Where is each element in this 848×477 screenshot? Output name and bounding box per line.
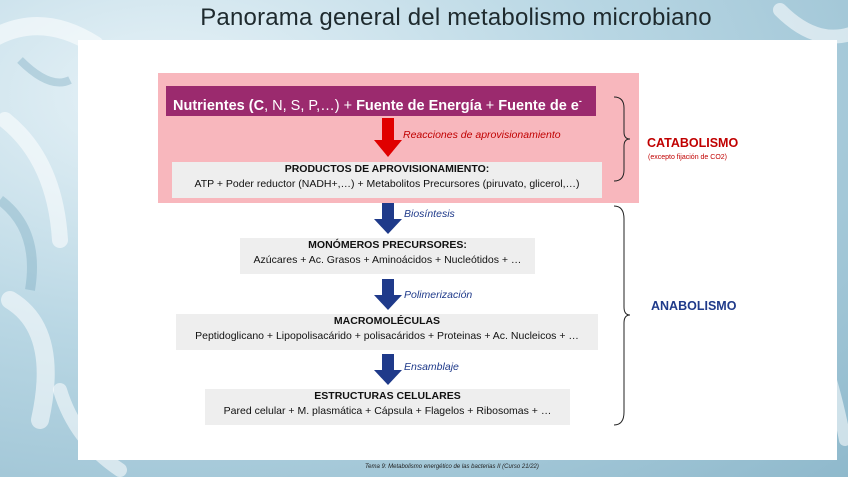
nutrients-banner	[166, 86, 596, 116]
box-macromoleculas-text: Peptidoglicano + Lipopolisacárido + polisacáridos + Proteinas + Ac. Nucleicos + …	[195, 330, 579, 342]
box-productos-heading: PRODUCTOS DE APROVISIONAMIENTO:	[284, 163, 490, 175]
box-macromoleculas-heading: MACROMOLÉCULAS	[333, 315, 441, 327]
step-label-biosintesis: Biosíntesis	[404, 208, 455, 220]
blue-down-arrow-icon	[373, 279, 403, 311]
box-productos	[172, 162, 602, 198]
nutrients-text-6: Fuente de e	[498, 97, 579, 114]
box-macromoleculas	[176, 314, 598, 350]
nutrients-sup: -	[578, 96, 582, 106]
anabolism-label: ANABOLISMO	[651, 299, 737, 313]
box-monomeros-text: Azúcares + Ac. Grasos + Aminoácidos + Nucleótidos + …	[253, 254, 522, 266]
box-monomeros-heading: MONÓMEROS PRECURSORES:	[308, 239, 467, 251]
page-title: Panorama general del metabolismo microbiano	[200, 4, 712, 31]
catabolism-brace	[612, 96, 632, 182]
nutrients-text-2: C	[253, 97, 265, 114]
box-estructuras-heading: ESTRUCTURAS CELULARES	[314, 390, 461, 402]
step-label-polimerizacion: Polimerización	[404, 289, 473, 301]
anabolism-brace	[612, 205, 632, 427]
red-down-arrow-icon	[373, 118, 403, 158]
box-productos-text: ATP + Poder reductor (NADH+,…) + Metabolitos Precursores (piruvato, glicerol,…)	[194, 178, 580, 190]
nutrients-text-4: Fuente de Energía	[356, 97, 482, 114]
catabolism-label: CATABOLISMO	[647, 136, 739, 150]
box-monomeros	[240, 238, 535, 274]
step-label-ensamblaje: Ensamblaje	[404, 361, 459, 373]
step-label-aprovisionamiento: Reacciones de aprovisionamiento	[403, 129, 561, 141]
catabolism-note: (excepto fijación de CO2)	[648, 154, 727, 161]
nutrients-text-5: +	[481, 97, 499, 114]
box-estructuras-text: Pared celular + M. plasmática + Cápsula + Flagelos + Ribosomas + …	[223, 405, 552, 417]
nutrients-text-1: Nutrientes (	[173, 97, 254, 114]
footer-text: Tema 9: Metabolismo energético de las bacterias II (Curso 21/22)	[365, 464, 539, 470]
blue-down-arrow-icon	[373, 354, 403, 386]
blue-down-arrow-icon	[373, 203, 403, 235]
nutrients-text-3: , N, S, P,…) +	[264, 97, 357, 114]
box-estructuras	[205, 389, 570, 425]
